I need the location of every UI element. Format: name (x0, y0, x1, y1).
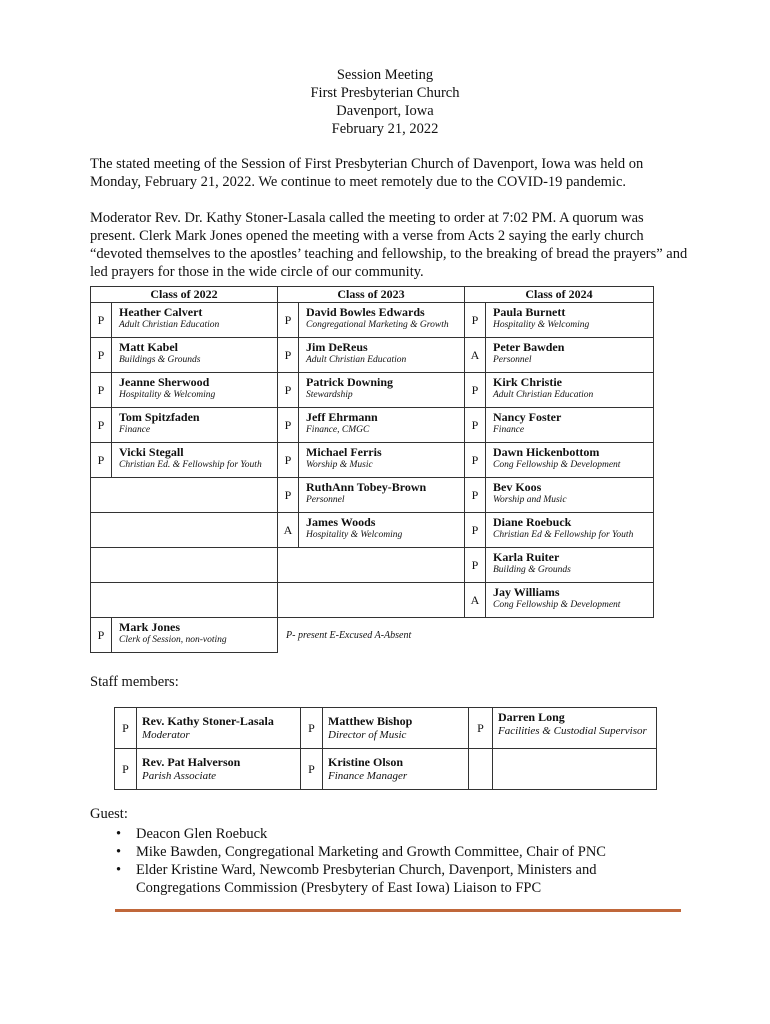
member-name: Peter Bawden (493, 340, 565, 354)
empty-cell (493, 749, 657, 790)
table-row (91, 548, 654, 583)
member-cell (486, 443, 654, 478)
table-row (115, 708, 657, 749)
member-name: Matt Kabel (119, 340, 178, 354)
clerk-cell (112, 618, 278, 653)
meeting-title: Session Meeting (336, 67, 434, 83)
empty-cell (278, 583, 465, 618)
status-cell: P (91, 443, 112, 478)
staff-name: Matthew Bishop (328, 714, 413, 728)
member-cell (299, 338, 465, 373)
table-row (91, 303, 654, 338)
status-cell: P (91, 408, 112, 443)
member-cell (486, 513, 654, 548)
member-name: David Bowles Edwards (306, 305, 425, 319)
member-role: Hospitality & Welcoming (493, 320, 590, 330)
empty-cell (91, 583, 278, 618)
intro-paragraph: The stated meeting of the Session of First Presbyterian Church of Davenport, Iowa was held on Monday, February 21, 2022. We continue to meet remotely due to the COVID-19 pandemic. (90, 156, 644, 190)
member-cell (112, 373, 278, 408)
empty-cell (91, 478, 278, 513)
member-cell (112, 338, 278, 373)
status-legend: P- present E-Excused A-Absent (278, 618, 654, 653)
staff-cell (323, 708, 469, 749)
status-cell: P (91, 618, 112, 653)
member-name: Jim DeReus (306, 340, 368, 354)
member-name: Jay Williams (493, 585, 560, 599)
member-name: Paula Burnett (493, 305, 566, 319)
member-role: Cong Fellowship & Development (493, 600, 621, 610)
member-role: Finance (119, 425, 151, 435)
member-role: Christian Ed. & Fellowship for Youth (119, 460, 262, 470)
guest-list (112, 825, 672, 897)
status-cell: P (278, 443, 299, 478)
member-name: Tom Spitzfaden (119, 410, 200, 424)
meeting-date: February 21, 2022 (331, 121, 439, 137)
member-name: Vicki Stegall (119, 445, 184, 459)
status-cell: P (115, 749, 137, 790)
status-cell: P (465, 548, 486, 583)
opening-paragraph: Moderator Rev. Dr. Kathy Stoner-Lasala called the meeting to order at 7:02 PM. A quorum was present. Clerk Mark Jones opened the meeting with a verse from Acts 2 saying the early church “devoted themselves to the apostles’ teaching and fellowship, to the breaking of bread the prayers” and led prayers for those in the wide circle of our community. (90, 210, 688, 280)
table-row (91, 513, 654, 548)
member-cell (299, 513, 465, 548)
member-name: Kirk Christie (493, 375, 562, 389)
member-role: Hospitality & Welcoming (119, 390, 216, 400)
member-role: Worship and Music (493, 495, 567, 505)
status-cell: P (465, 513, 486, 548)
member-role: Stewardship (306, 390, 353, 400)
list-item: • Mike Bawden, Congregational Marketing and Growth Committee, Chair of PNC (112, 843, 672, 861)
status-cell: P (278, 373, 299, 408)
status-cell: P (91, 303, 112, 338)
member-cell (486, 478, 654, 513)
member-cell (299, 303, 465, 338)
member-name: RuthAnn Tobey-Brown (306, 480, 427, 494)
member-cell (112, 303, 278, 338)
status-cell: P (465, 443, 486, 478)
table-row (91, 478, 654, 513)
empty-cell (278, 548, 465, 583)
table-header-row (91, 287, 654, 303)
staff-name: Darren Long (498, 710, 565, 724)
member-role: Cong Fellowship & Development (493, 460, 621, 470)
table-row (91, 338, 654, 373)
staff-name: Rev. Pat Halverson (142, 755, 241, 769)
member-cell (112, 408, 278, 443)
empty-cell (91, 548, 278, 583)
member-name: Bev Koos (493, 480, 542, 494)
member-role: Personnel (493, 355, 532, 365)
member-role: Personnel (306, 495, 345, 505)
member-role: Congregational Marketing & Growth (306, 320, 449, 330)
staff-cell (493, 708, 657, 749)
list-item: • Elder Kristine Ward, Newcomb Presbyterian Church, Davenport, Ministers and Congregations Commission (Presbytery of East Iowa) Liaison to FPC (112, 861, 672, 897)
attendance-table (90, 286, 654, 653)
member-name: Jeff Ehrmann (306, 410, 378, 424)
status-cell: P (91, 373, 112, 408)
status-cell: P (115, 708, 137, 749)
table-row (91, 373, 654, 408)
member-role: Worship & Music (306, 460, 373, 470)
member-cell (299, 408, 465, 443)
member-cell (299, 373, 465, 408)
status-cell: P (278, 338, 299, 373)
member-role: Adult Christian Education (306, 355, 407, 365)
class-2023-header: Class of 2023 (278, 287, 465, 303)
document-header (0, 66, 770, 138)
member-name: Diane Roebuck (493, 515, 572, 529)
member-cell (486, 338, 654, 373)
member-name: Dawn Hickenbottom (493, 445, 600, 459)
member-role: Hospitality & Welcoming (306, 530, 403, 540)
staff-table (114, 707, 657, 790)
status-cell: P (278, 303, 299, 338)
member-cell (486, 408, 654, 443)
staff-name: Kristine Olson (328, 755, 404, 769)
staff-heading: Staff members: (90, 674, 179, 690)
staff-cell (137, 749, 301, 790)
member-cell (299, 443, 465, 478)
member-cell (486, 303, 654, 338)
status-cell: P (278, 478, 299, 513)
staff-cell (323, 749, 469, 790)
clerk-row (91, 618, 654, 653)
member-role: Buildings & Grounds (119, 355, 201, 365)
member-role: Christian Ed & Fellowship for Youth (493, 530, 634, 540)
staff-name: Rev. Kathy Stoner-Lasala (142, 714, 274, 728)
table-row (91, 408, 654, 443)
member-role: Adult Christian Education (119, 320, 220, 330)
table-row (115, 749, 657, 790)
divider-rule (115, 909, 681, 912)
member-cell (486, 548, 654, 583)
table-row (91, 583, 654, 618)
member-role: Building & Grounds (493, 565, 571, 575)
status-cell: P (91, 338, 112, 373)
church-location: Davenport, Iowa (336, 103, 434, 119)
status-cell: P (301, 708, 323, 749)
clerk-role: Clerk of Session, non-voting (119, 635, 227, 645)
status-cell: P (301, 749, 323, 790)
list-item: • Deacon Glen Roebuck (112, 825, 672, 843)
status-cell: P (465, 478, 486, 513)
member-name: Michael Ferris (306, 445, 382, 459)
member-cell (112, 443, 278, 478)
status-cell: P (469, 708, 493, 749)
empty-cell (469, 749, 493, 790)
clerk-name: Mark Jones (119, 620, 180, 634)
member-role: Adult Christian Education (493, 390, 594, 400)
status-cell: P (465, 303, 486, 338)
member-cell (486, 583, 654, 618)
member-role: Finance, CMGC (306, 425, 370, 435)
status-cell: P (278, 408, 299, 443)
staff-role: Parish Associate (142, 770, 217, 782)
staff-role: Finance Manager (328, 770, 408, 782)
status-cell: P (465, 373, 486, 408)
guest-heading: Guest: (90, 806, 128, 822)
status-cell: A (465, 338, 486, 373)
member-role: Finance (493, 425, 525, 435)
status-cell: P (465, 408, 486, 443)
staff-role: Director of Music (328, 729, 407, 741)
class-2024-header: Class of 2024 (465, 287, 654, 303)
staff-role: Facilities & Custodial Supervisor (498, 725, 647, 737)
staff-cell (137, 708, 301, 749)
member-name: Nancy Foster (493, 410, 562, 424)
member-name: Patrick Downing (306, 375, 393, 389)
member-name: James Woods (306, 515, 376, 529)
table-row (91, 443, 654, 478)
church-name: First Presbyterian Church (310, 85, 460, 101)
staff-role: Moderator (142, 729, 190, 741)
member-cell (486, 373, 654, 408)
class-2022-header: Class of 2022 (91, 287, 278, 303)
member-name: Karla Ruiter (493, 550, 560, 564)
member-name: Jeanne Sherwood (119, 375, 210, 389)
member-cell (299, 478, 465, 513)
status-cell: A (465, 583, 486, 618)
empty-cell (91, 513, 278, 548)
member-name: Heather Calvert (119, 305, 203, 319)
status-cell: A (278, 513, 299, 548)
